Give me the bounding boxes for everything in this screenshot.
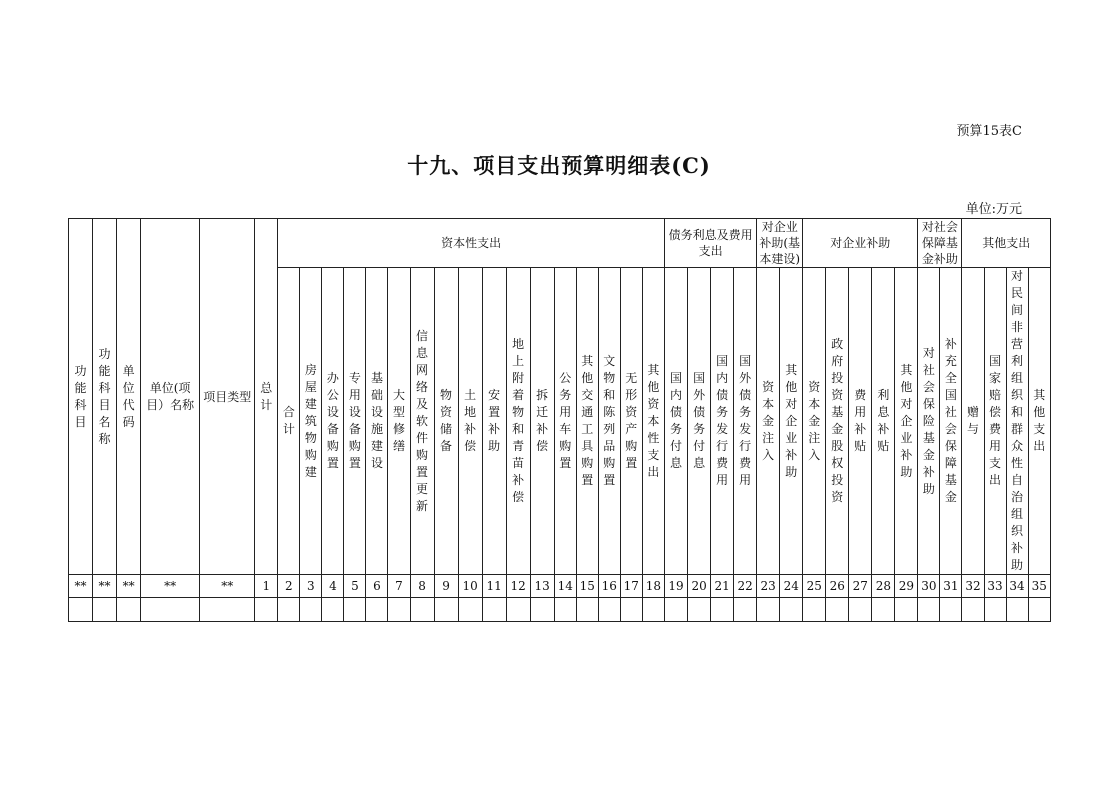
index-cell: 25 — [803, 575, 826, 598]
index-cell: 33 — [984, 575, 1006, 598]
col-header: 功能科目名称 — [93, 219, 117, 575]
col-header: 办公设备购置 — [322, 268, 344, 575]
index-cell: 3 — [300, 575, 322, 598]
group-header: 其他支出 — [962, 219, 1051, 268]
col-header: 物资储备 — [434, 268, 458, 575]
empty-cell — [530, 598, 554, 622]
col-header: 补充全国社会保障基金 — [940, 268, 962, 575]
index-cell: 2 — [278, 575, 300, 598]
col-header: 其他支出 — [1028, 268, 1050, 575]
index-cell: 30 — [918, 575, 940, 598]
col-header: 单位(项目）名称 — [141, 219, 200, 575]
empty-cell — [255, 598, 278, 622]
budget-detail-table — [68, 218, 1051, 622]
index-cell: 29 — [895, 575, 918, 598]
col-header: 土地补偿 — [458, 268, 482, 575]
empty-cell — [300, 598, 322, 622]
col-header: 合计 — [278, 268, 300, 575]
empty-cell — [940, 598, 962, 622]
empty-cell — [688, 598, 711, 622]
col-header: 地上附着物和青苗补偿 — [506, 268, 530, 575]
index-cell: 22 — [734, 575, 757, 598]
index-cell: 18 — [642, 575, 664, 598]
index-cell: 6 — [366, 575, 388, 598]
col-header: 赠与 — [962, 268, 984, 575]
empty-cell — [278, 598, 300, 622]
empty-cell — [711, 598, 734, 622]
index-cell: 26 — [826, 575, 849, 598]
empty-cell — [458, 598, 482, 622]
col-header: 资本金注入 — [803, 268, 826, 575]
form-number: 预算15表C — [956, 124, 1022, 139]
empty-cell — [849, 598, 872, 622]
empty-cell — [642, 598, 664, 622]
col-header: 其他对企业补助 — [895, 268, 918, 575]
empty-cell — [1006, 598, 1028, 622]
col-header: 大型修缮 — [388, 268, 410, 575]
empty-cell — [410, 598, 434, 622]
empty-cell — [1028, 598, 1050, 622]
empty-cell — [388, 598, 410, 622]
index-cell: 28 — [872, 575, 895, 598]
col-header: 国家赔偿费用支出 — [984, 268, 1006, 575]
empty-cell — [482, 598, 506, 622]
index-cell: 24 — [780, 575, 803, 598]
group-header: 对企业补助 — [803, 219, 918, 268]
col-header: 其他交通工具购置 — [576, 268, 598, 575]
index-cell: 1 — [255, 575, 278, 598]
index-cell: 13 — [530, 575, 554, 598]
index-cell: 9 — [434, 575, 458, 598]
index-cell: 14 — [554, 575, 576, 598]
col-header: 单位代码 — [117, 219, 141, 575]
empty-cell — [598, 598, 620, 622]
index-cell: ** — [69, 575, 93, 598]
index-cell: 10 — [458, 575, 482, 598]
index-cell: 15 — [576, 575, 598, 598]
index-cell: 17 — [620, 575, 642, 598]
empty-cell — [918, 598, 940, 622]
index-row — [69, 575, 1051, 598]
group-header: 债务利息及费用支出 — [665, 219, 757, 268]
col-header: 安置补助 — [482, 268, 506, 575]
col-header: 其他对企业补助 — [780, 268, 803, 575]
index-cell: ** — [93, 575, 117, 598]
empty-cell — [826, 598, 849, 622]
col-header: 政府投资基金股权投资 — [826, 268, 849, 575]
col-header: 对社会保险基金补助 — [918, 268, 940, 575]
index-cell: 19 — [665, 575, 688, 598]
empty-cell — [200, 598, 255, 622]
empty-cell — [576, 598, 598, 622]
empty-cell — [506, 598, 530, 622]
col-header: 国内债务发行费用 — [711, 268, 734, 575]
col-header: 国外债务付息 — [688, 268, 711, 575]
index-cell: 32 — [962, 575, 984, 598]
empty-cell — [434, 598, 458, 622]
empty-cell — [93, 598, 117, 622]
empty-cell — [803, 598, 826, 622]
index-cell: 31 — [940, 575, 962, 598]
col-header: 利息补贴 — [872, 268, 895, 575]
col-header: 国外债务发行费用 — [734, 268, 757, 575]
col-header: 费用补贴 — [849, 268, 872, 575]
group-header: 资本性支出 — [278, 219, 665, 268]
empty-cell — [734, 598, 757, 622]
index-cell: ** — [117, 575, 141, 598]
empty-cell — [620, 598, 642, 622]
empty-cell — [117, 598, 141, 622]
index-cell: 27 — [849, 575, 872, 598]
index-cell: 35 — [1028, 575, 1050, 598]
index-cell: 7 — [388, 575, 410, 598]
empty-cell — [780, 598, 803, 622]
index-cell: 21 — [711, 575, 734, 598]
col-header: 公务用车购置 — [554, 268, 576, 575]
index-cell: 34 — [1006, 575, 1028, 598]
col-header: 无形资产购置 — [620, 268, 642, 575]
empty-cell — [141, 598, 200, 622]
page-title: 十九、项目支出预算明细表(C) — [407, 153, 711, 178]
col-header: 功能科目 — [69, 219, 93, 575]
col-header: 资本金注入 — [757, 268, 780, 575]
unit-label: 单位:万元 — [965, 202, 1022, 217]
col-header: 房屋建筑物购建 — [300, 268, 322, 575]
col-header: 拆迁补偿 — [530, 268, 554, 575]
empty-cell — [895, 598, 918, 622]
col-header: 项目类型 — [200, 219, 255, 575]
col-header: 专用设备购置 — [344, 268, 366, 575]
col-header: 总计 — [255, 219, 278, 575]
empty-cell — [984, 598, 1006, 622]
index-cell: 12 — [506, 575, 530, 598]
empty-cell — [962, 598, 984, 622]
col-header: 信息网络及软件购置更新 — [410, 268, 434, 575]
index-cell: 16 — [598, 575, 620, 598]
table-row — [69, 598, 1051, 622]
index-cell: 8 — [410, 575, 434, 598]
empty-cell — [872, 598, 895, 622]
col-header: 文物和陈列品购置 — [598, 268, 620, 575]
index-cell: ** — [200, 575, 255, 598]
empty-cell — [322, 598, 344, 622]
index-cell: 4 — [322, 575, 344, 598]
empty-cell — [554, 598, 576, 622]
col-header: 国内债务付息 — [665, 268, 688, 575]
empty-cell — [366, 598, 388, 622]
empty-cell — [69, 598, 93, 622]
col-header: 对民间非营利组织和群众性自治组织补助 — [1006, 268, 1028, 575]
col-header: 其他资本性支出 — [642, 268, 664, 575]
empty-cell — [665, 598, 688, 622]
header-row-groups — [69, 219, 1051, 268]
index-cell: 20 — [688, 575, 711, 598]
empty-cell — [757, 598, 780, 622]
index-cell: 5 — [344, 575, 366, 598]
index-cell: 23 — [757, 575, 780, 598]
index-cell: 11 — [482, 575, 506, 598]
group-header: 对社会保障基金补助 — [918, 219, 962, 268]
col-header: 基础设施建设 — [366, 268, 388, 575]
group-header: 对企业补助(基本建设) — [757, 219, 803, 268]
index-cell: ** — [141, 575, 200, 598]
empty-cell — [344, 598, 366, 622]
